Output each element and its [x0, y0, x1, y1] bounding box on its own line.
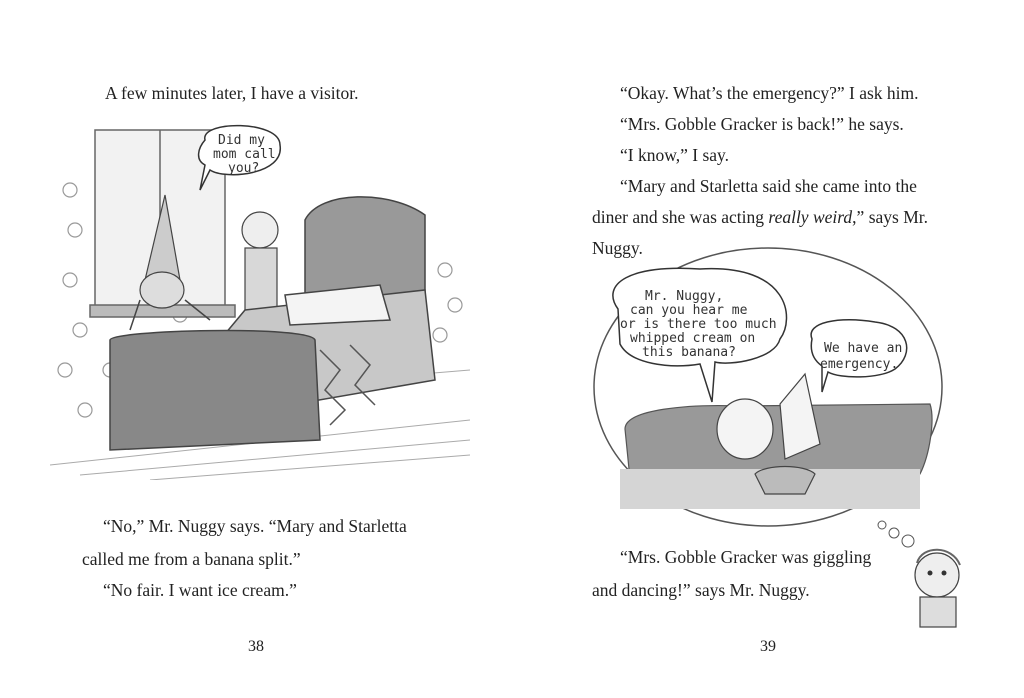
speech-bubble-line-3: you? [228, 161, 260, 176]
speech-bubble-line-1: Did my [218, 133, 265, 148]
bubble-right-line-2: emergency. [820, 357, 899, 372]
right-line-6: Nuggy. [592, 238, 643, 258]
right-line-5-italic: really weird [768, 207, 853, 227]
bubble-left-line-4: whipped cream on [630, 331, 756, 346]
bubble-right-line-1: We have an [824, 341, 903, 356]
thinking-girl-illustration [872, 515, 982, 630]
right-line-8: and dancing!” says Mr. Nuggy. [592, 580, 810, 600]
bubble-left-line-5: this banana? [642, 345, 736, 360]
right-line-5 [592, 201, 928, 233]
right-line-5-end: ,” says Mr. [852, 207, 928, 227]
speech-bubble-line-2: mom call [213, 147, 276, 162]
right-line-1: “Okay. What’s the emergency?” I ask him. [620, 83, 919, 103]
right-line-3: “I know,” I say. [620, 145, 730, 165]
page-number-right: 39 [760, 638, 776, 655]
bubble-left-line-3: or is there too much [620, 317, 777, 332]
left-paragraph-2-line-1: “No,” Mr. Nuggy says. “Mary and Starletta [103, 516, 407, 536]
right-line-7: “Mrs. Gobble Gracker was giggling [620, 547, 872, 567]
left-paragraph-1: A few minutes later, I have a visitor. [105, 83, 359, 103]
left-paragraph-3: “No fair. I want ice cream.” [103, 580, 297, 600]
diner-dream-illustration [590, 244, 946, 530]
page-number-left: 38 [248, 638, 264, 655]
right-page [512, 0, 1024, 698]
right-line-4: “Mary and Starletta said she came into the [620, 176, 917, 196]
bubble-left-line-1: Mr. Nuggy, [645, 289, 724, 304]
right-line-2: “Mrs. Gobble Gracker is back!” he says. [620, 114, 904, 134]
right-line-5-start: diner and she was acting [592, 207, 769, 227]
left-paragraph-2-line-2: called me from a banana split.” [82, 549, 301, 569]
bubble-left-line-2: can you hear me [630, 303, 748, 318]
bedroom-illustration [50, 120, 470, 480]
